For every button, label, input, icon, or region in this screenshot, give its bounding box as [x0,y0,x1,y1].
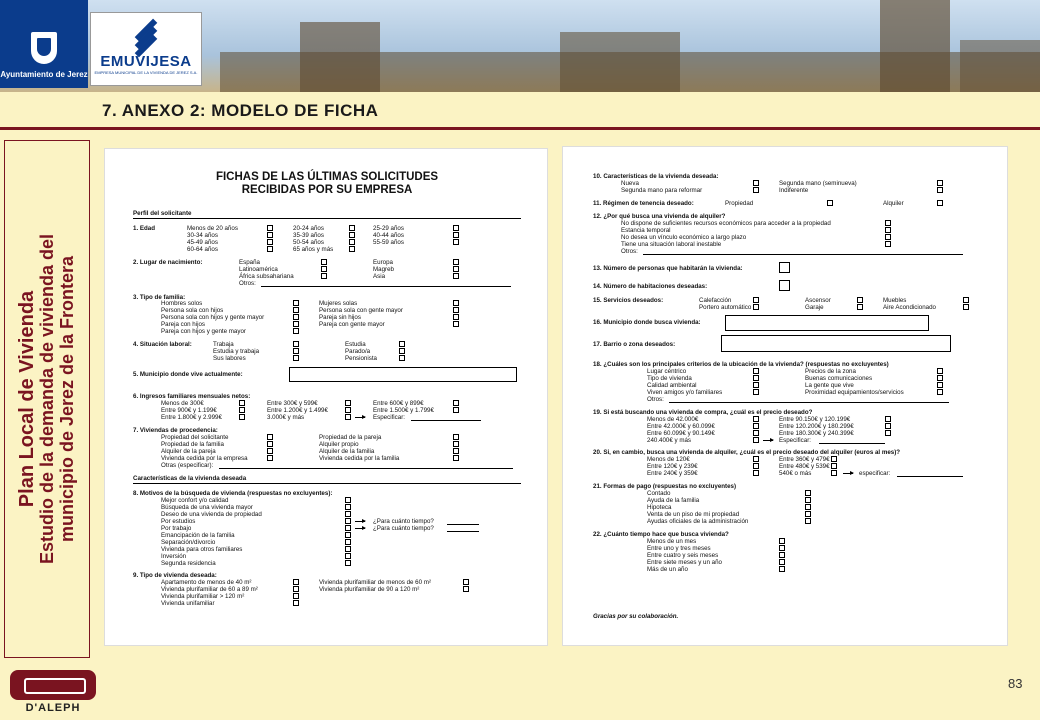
checkbox[interactable] [345,532,351,538]
option-label: Portero automático [699,304,752,311]
checkbox[interactable] [779,538,785,544]
checkbox[interactable] [937,200,943,206]
checkbox[interactable] [293,321,299,327]
option-label: Por estudios [161,518,196,525]
checkbox[interactable] [293,341,299,347]
checkbox[interactable] [293,355,299,361]
checkbox[interactable] [453,407,459,413]
q14-label: 14. Número de habitaciones deseadas: [593,283,708,290]
option-label: Mujeres solas [319,300,358,307]
option-label: 50-54 años [293,239,324,246]
checkbox[interactable] [885,220,891,226]
emuvijesa-logo [90,12,202,86]
otros-label: Otros: [647,396,664,403]
option-label: Aire Acondicionado [883,304,936,311]
checkbox[interactable] [345,414,351,420]
checkbox[interactable] [239,400,245,406]
checkbox[interactable] [963,297,969,303]
checkbox[interactable] [963,304,969,310]
checkbox[interactable] [937,375,943,381]
checkbox[interactable] [321,266,327,272]
option-label: 3.000€ y más [267,414,305,421]
checkbox[interactable] [453,434,459,440]
checkbox[interactable] [345,525,351,531]
option-label: Ayudas oficiales de la administración [647,518,749,525]
checkbox[interactable] [831,470,837,476]
perfil-heading: Perfil del solicitante [133,210,192,217]
q16-label: 16. Municipio donde busca vivienda: [593,319,701,326]
option-label: Indiferente [779,187,809,194]
caracteristicas-heading: Características de la vivienda deseada [133,475,247,482]
option-label: Inversión [161,553,187,560]
checkbox[interactable] [753,187,759,193]
checkbox[interactable] [293,600,299,606]
checkbox[interactable] [293,328,299,334]
option-label: Vivienda unifamiliar [161,600,215,607]
otros-label: Otros: [621,248,638,255]
checkbox[interactable] [267,441,273,447]
option-label: Vivienda cedida por la empresa [161,455,248,462]
checkbox[interactable] [345,553,351,559]
otras-label: Otras (especificar): [161,462,214,469]
especificar-line[interactable] [411,420,481,421]
especificar-label: Especificar: [373,414,405,421]
option-label: Propiedad [725,200,754,207]
option-label: Magreb [373,266,394,273]
para-line[interactable] [447,531,479,532]
option-label: Vivienda plurifamiliar de 60 a 89 m² [161,586,258,593]
option-label: Entre 600€ y 899€ [373,400,424,407]
option-label: Propiedad del solicitante [161,434,229,441]
option-label: Alquiler [883,200,904,207]
option-label: Tipo de vivienda [647,375,692,382]
checkbox[interactable] [267,239,273,245]
checkbox[interactable] [827,200,833,206]
q19-label: 19. Si está buscando una vivienda de compra, ¿cuál es el precio deseado? [593,409,813,416]
arrow-icon [763,440,773,441]
q21-label: 21. Formas de pago (respuestas no excluyentes) [593,483,737,490]
checkbox[interactable] [321,273,327,279]
checkbox[interactable] [453,259,459,265]
daleph-logo-text: D'ALEPH [25,702,81,714]
para-label: ¿Para cuánto tiempo? [373,518,434,525]
option-label: No dispone de suficientes recursos económicos para acceder a la propiedad [621,220,831,227]
option-label: Alquiler de la familia [319,448,375,455]
option-label: Ascensor [805,297,831,304]
option-label: Pareja con hijos [161,321,206,328]
checkbox[interactable] [345,407,351,413]
checkbox[interactable] [753,463,759,469]
checkbox[interactable] [885,227,891,233]
q11-label: 11. Régimen de tenencia deseado: [593,200,694,207]
option-label: Hipoteca [647,504,672,511]
arrow-icon [843,473,853,474]
q5-label: 5. Municipio donde vive actualmente: [133,371,243,378]
municipio-busca-input[interactable] [725,315,929,331]
title-rule [0,127,1040,130]
checkbox[interactable] [399,355,405,361]
q2-label: 2. Lugar de nacimiento: [133,259,203,266]
q13-label: 13. Número de personas que habitarán la vivienda: [593,265,743,272]
especificar-line[interactable] [897,476,963,477]
para-line[interactable] [447,524,479,525]
checkbox[interactable] [753,389,759,395]
checkbox[interactable] [267,246,273,252]
option-label: Segunda mano (seminueva) [779,180,857,187]
checkbox[interactable] [293,300,299,306]
personas-input[interactable] [779,262,790,273]
option-label: 40-44 años [373,232,404,239]
option-label: Parado/a [345,348,371,355]
option-label: África subsahariana [239,273,294,280]
option-label: Entre 480€ y 539€ [779,463,830,470]
checkbox[interactable] [349,246,355,252]
option-label: 540€ o más [779,470,812,477]
option-label: Entre uno y tres meses [647,545,711,552]
option-label: Separación/divorcio [161,539,216,546]
checkbox[interactable] [453,314,459,320]
form-title-1: FICHAS DE LAS ÚLTIMAS SOLICITUDES [215,171,439,183]
option-label: Propiedad de la pareja [319,434,382,441]
checkbox[interactable] [453,239,459,245]
option-label: Nueva [621,180,639,187]
checkbox[interactable] [753,456,759,462]
checkbox[interactable] [753,368,759,374]
checkbox[interactable] [453,455,459,461]
checkbox[interactable] [753,297,759,303]
option-label: Pareja con hijos y gente mayor [161,328,246,335]
checkbox[interactable] [753,416,759,422]
option-label: Menos de 120€ [647,456,690,463]
arrow-icon [355,528,365,529]
option-label: No desea un vínculo económico a largo plazo [621,234,747,241]
option-label: Vivienda plurifamiliar de 90 a 120 m² [319,586,420,593]
option-label: Menos de un mes [647,538,697,545]
checkbox[interactable] [345,497,351,503]
q17-label: 17. Barrio o zona deseados: [593,341,676,348]
otros-line[interactable] [261,286,511,287]
option-label: Persona sola con hijos y gente mayor [161,314,265,321]
option-label: Buenas comunicaciones [805,375,873,382]
option-label: Pareja sin hijos [319,314,361,321]
checkbox[interactable] [293,348,299,354]
checkbox[interactable] [463,586,469,592]
emuvijesa-logo-subtext: EMPRESA MUNICIPAL DE LA VIVIENDA DE JEREZ S.A. [94,70,198,75]
checkbox[interactable] [831,463,837,469]
checkbox[interactable] [349,225,355,231]
option-label: Entre siete meses y un año [647,559,722,566]
checkbox[interactable] [779,545,785,551]
divider [133,218,521,219]
checkbox[interactable] [399,341,405,347]
option-label: España [239,259,260,266]
option-label: Entre 900€ y 1.199€ [161,407,217,414]
para-label: ¿Para cuánto tiempo? [373,525,434,532]
barrio-input[interactable] [721,335,951,352]
option-label: Apartamento de menos de 40 m² [161,579,252,586]
option-label: Entre 1.500€ y 1.799€ [373,407,434,414]
checkbox[interactable] [267,455,273,461]
option-label: 20-24 años [293,225,324,232]
option-label: Menos de 20 años [187,225,238,232]
option-label: Vivienda cedida por la familia [319,455,400,462]
option-label: Entre 1.800€ y 2.999€ [161,414,222,421]
checkbox[interactable] [293,593,299,599]
option-label: 30-34 años [187,232,218,239]
option-label: Menos de 300€ [161,400,204,407]
otros-label: Otros: [239,280,256,287]
checkbox[interactable] [885,430,891,436]
checkbox[interactable] [453,300,459,306]
checkbox[interactable] [779,566,785,572]
especificar-label: Especificar: [779,437,811,444]
daleph-logo [10,670,96,716]
checkbox[interactable] [937,187,943,193]
q7-label: 7. Viviendas de procedencia: [133,427,218,434]
checkbox[interactable] [239,414,245,420]
checkbox[interactable] [857,304,863,310]
option-label: Entre 300€ y 599€ [267,400,318,407]
option-label: Vivienda plurifamiliar > 120 m² [161,593,245,600]
form-title-2: RECIBIDAS POR SU EMPRESA [241,184,413,196]
checkbox[interactable] [453,441,459,447]
checkbox[interactable] [399,348,405,354]
arrow-icon [355,417,365,418]
option-label: Persona sola con gente mayor [319,307,403,314]
checkbox[interactable] [937,389,943,395]
checkbox[interactable] [293,579,299,585]
option-label: Viven amigos y/o familiares [647,389,723,396]
option-label: Sus labores [213,355,246,362]
option-label: Muebles [883,297,907,304]
otros-line[interactable] [669,402,949,403]
otras-line[interactable] [219,468,513,469]
option-label: Búsqueda de una vivienda mayor [161,504,253,511]
option-label: Alquiler propio [319,441,359,448]
checkbox[interactable] [267,434,273,440]
especificar-label: especificar: [859,470,891,477]
checkbox[interactable] [345,511,351,517]
option-label: Entre 90.150€ y 120.199€ [779,416,851,423]
checkbox[interactable] [453,266,459,272]
q9-label: 9. Tipo de vivienda deseada: [133,572,217,579]
checkbox[interactable] [267,225,273,231]
checkbox[interactable] [805,511,811,517]
q18-label: 18. ¿Cuáles son los principales criterios de la ubicación de la vivienda? (respuestas no excluyentes) [593,361,889,368]
option-label: Emancipación de la familia [161,532,235,539]
option-label: Trabaja [213,341,234,348]
thanks-text: Gracias por su colaboración. [593,613,679,620]
sidebar-title [17,144,77,654]
sidebar-line-1: Plan Local de Vivienda [16,290,38,508]
q12-label: 12. ¿Por qué busca una vivienda de alquiler? [593,213,726,220]
option-label: Persona sola con hijos [161,307,224,314]
option-label: Pareja con gente mayor [319,321,385,328]
option-label: Estudia y trabaja [213,348,260,355]
checkbox[interactable] [937,382,943,388]
option-label: Venta de un piso de mi propiedad [647,511,740,518]
option-label: 45-49 años [187,239,218,246]
q3-label: 3. Tipo de familia: [133,294,186,301]
checkbox[interactable] [937,368,943,374]
checkbox[interactable] [753,470,759,476]
option-label: Entre 180.300€ y 240.399€ [779,430,854,437]
option-label: Latinoamérica [239,266,278,273]
q6-label: 6. Ingresos familiares mensuales netos: [133,393,251,400]
checkbox[interactable] [779,559,785,565]
checkbox[interactable] [753,180,759,186]
option-label: La gente que vive [805,382,854,389]
checkbox[interactable] [753,382,759,388]
option-label: Por trabajo [161,525,192,532]
page-number: 83 [1008,676,1023,691]
option-label: 25-29 años [373,225,404,232]
option-label: Entre 360€ y 479€ [779,456,830,463]
arrow-icon [355,521,365,522]
option-label: 65 años y más [293,246,334,253]
checkbox[interactable] [321,259,327,265]
checkbox[interactable] [937,180,943,186]
divider [133,483,521,484]
checkbox[interactable] [345,518,351,524]
checkbox[interactable] [805,490,811,496]
option-label: Más de un año [647,566,688,573]
checkbox[interactable] [345,546,351,552]
checkbox[interactable] [453,225,459,231]
option-label: Entre 120.200€ y 180.299€ [779,423,854,430]
option-label: Garaje [805,304,824,311]
checkbox[interactable] [453,321,459,327]
checkbox[interactable] [463,579,469,585]
otros-line[interactable] [643,254,963,255]
option-label: Entre 60.099€ y 90.149€ [647,430,715,437]
checkbox[interactable] [831,456,837,462]
option-label: Segunda mano para reformar [621,187,703,194]
option-label: Entre 240€ y 359€ [647,470,698,477]
checkbox[interactable] [805,497,811,503]
form-page-2 [562,146,1008,646]
checkbox[interactable] [345,560,351,566]
checkbox[interactable] [293,586,299,592]
sidebar-line-3: municipio de Jerez de la Frontera [57,255,77,543]
option-label: Mejor confort y/o calidad [161,497,229,504]
checkbox[interactable] [753,304,759,310]
checkbox[interactable] [345,539,351,545]
option-label: Deseo de una vivienda de propiedad [161,511,262,518]
emuvijesa-logo-text: EMUVIJESA [100,53,192,70]
option-label: Estancia temporal [621,227,671,234]
option-label: Precios de la zona [805,368,856,375]
checkbox[interactable] [349,232,355,238]
option-label: Entre 1.200€ y 1.499€ [267,407,328,414]
option-label: Proximidad equipamientos/servicios [805,389,904,396]
header-banner [0,0,1040,92]
option-label: Entre 120€ y 239€ [647,463,698,470]
car-icon [10,670,96,700]
checkbox[interactable] [239,407,245,413]
option-label: Entre cuatro y seis meses [647,552,719,559]
checkbox[interactable] [345,400,351,406]
option-label: Calidad ambiental [647,382,697,389]
checkbox[interactable] [453,273,459,279]
option-label: Entre 42.000€ y 60.099€ [647,423,715,430]
option-label: Calefacción [699,297,732,304]
option-label: Pensionista [345,355,377,362]
q8-label: 8. Motivos de la búsqueda de vivienda (respuestas no excluyentes): [133,490,333,497]
section-title: 7. ANEXO 2: MODELO DE FICHA [102,101,379,120]
sidebar-line-2: Estudio de la demanda de vivienda del [37,233,57,565]
checkbox[interactable] [885,416,891,422]
checkbox[interactable] [267,232,273,238]
checkbox[interactable] [779,552,785,558]
q20-label: 20. Si, en cambio, busca una vivienda de alquiler, ¿cuál es el precio deseado del alquiler (euros al mes)? [593,449,901,456]
q15-label: 15. Servicios deseados: [593,297,664,304]
checkbox[interactable] [293,307,299,313]
checkbox[interactable] [453,448,459,454]
checkbox[interactable] [857,297,863,303]
checkbox[interactable] [349,239,355,245]
option-label: Contado [647,490,671,497]
checkbox[interactable] [885,234,891,240]
option-label: 240.400€ y más [647,437,692,444]
checkbox[interactable] [805,504,811,510]
option-label: Lugar céntrico [647,368,687,375]
q10-label: 10. Características de la vivienda deseada: [593,173,719,180]
checkbox[interactable] [345,504,351,510]
option-label: Ayuda de la familia [647,497,700,504]
checkbox[interactable] [753,437,759,443]
emuvijesa-mark-icon [133,23,159,51]
shield-icon [31,32,57,64]
municipio-input[interactable] [289,367,517,382]
checkbox[interactable] [267,448,273,454]
form-page-1 [104,148,548,646]
checkbox[interactable] [753,423,759,429]
checkbox[interactable] [805,518,811,524]
especificar-line[interactable] [819,443,885,444]
checkbox[interactable] [753,375,759,381]
option-label: Tiene una situación laboral inestable [621,241,722,248]
option-label: Vivienda plurifamiliar de menos de 60 m² [319,579,432,586]
option-label: Hombres solos [161,300,203,307]
checkbox[interactable] [885,241,891,247]
checkbox[interactable] [453,400,459,406]
option-label: Alquiler de la pareja [161,448,216,455]
option-label: Menos de 42.000€ [647,416,699,423]
q1-label: 1. Edad [133,225,156,232]
ayuntamiento-logo-text: Ayuntamiento de Jerez [0,70,88,79]
option-label: Vivienda para otros familiares [161,546,243,553]
option-label: 35-39 años [293,232,324,239]
option-label: Estudia [345,341,366,348]
ayuntamiento-logo [0,0,88,88]
option-label: 55-59 años [373,239,404,246]
option-label: Segunda residencia [161,560,216,567]
option-label: 60-64 años [187,246,218,253]
q22-label: 22. ¿Cuánto tiempo hace que busca vivienda? [593,531,729,538]
checkbox[interactable] [293,314,299,320]
checkbox[interactable] [885,423,891,429]
option-label: Asia [373,273,386,280]
q4-label: 4. Situación laboral: [133,341,192,348]
checkbox[interactable] [753,430,759,436]
option-label: Europa [373,259,393,266]
checkbox[interactable] [453,232,459,238]
option-label: Propiedad de la familia [161,441,224,448]
habitaciones-input[interactable] [779,280,790,291]
checkbox[interactable] [453,307,459,313]
